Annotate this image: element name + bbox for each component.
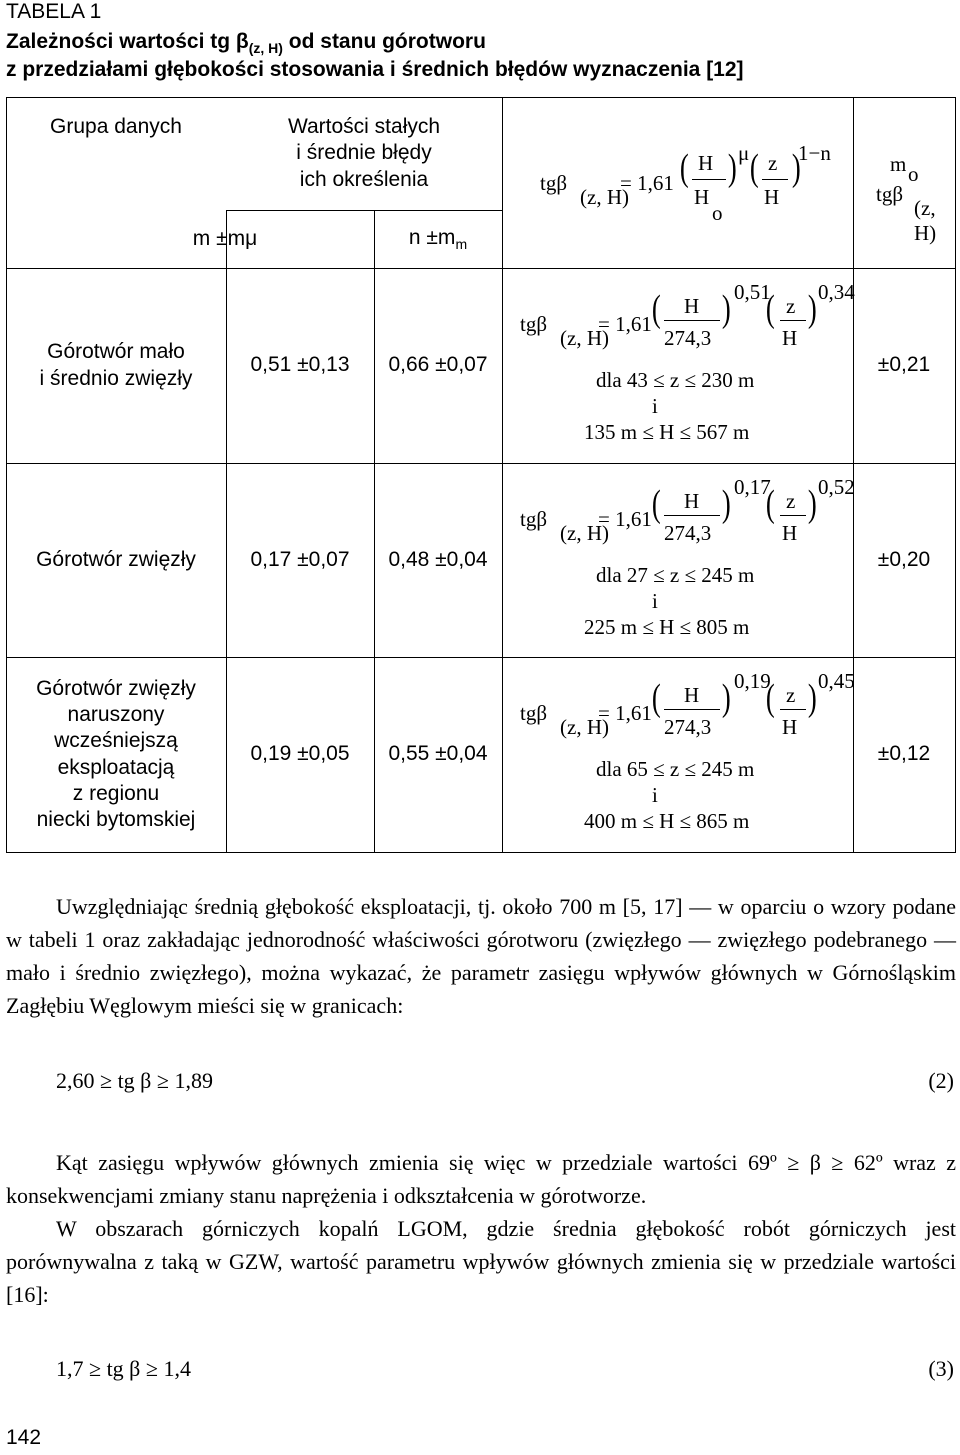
equation-3: 1,7 ≥ tg β ≥ 1,4 <box>56 1356 191 1381</box>
row3-formula: tgβ (z, H) = 1,61 ( H 274,3 ) 0,19 ( z H ) 0,45 dla 65 ≤ z ≤ 245 m i 400 m ≤ H ≤ 865 m <box>520 669 855 833</box>
row2-n: 0,48 ±0,04 <box>388 547 488 571</box>
row3-group: Górotwór zwięzły naruszony wcześniejszą eksploatacją z regionu niecki bytomskiej <box>36 676 196 831</box>
row2-group: Górotwór zwięzły <box>36 547 196 571</box>
header-n-col: $n \pm m_m$ <box>408 225 468 252</box>
paragraph-1: Uwzględniając średnią głębokość eksploatacji, tj. około 700 m [5, 17] — w oparciu o wzory podane w tabeli 1 oraz zakładając jednorodność właściwości górotworu (zwięzłego — zwięzłego podebranego — mało i średnio zwięzłego), można wykazać, że parametr zasięgu wpływów głównych w Górnośląskim Zagłębiu Węglowym mieści się w granicach: <box>6 894 956 1018</box>
page-number: 142 <box>6 1426 42 1449</box>
table-caption-line1: Zależności wartości tg $\beta_{(z, H)}$ od stanu górotworu <box>6 30 486 57</box>
equation-2: 2,60 ≥ tg β ≥ 1,89 <box>56 1068 213 1093</box>
paragraph-2: Kąt zasięgu wpływów głównych zmienia się więc w przedziale wartości 69º ≥ β ≥ 62º wraz z konsekwencjami zmiany stanu naprężenia i odkształcenia w górotworze. <box>6 1150 956 1208</box>
data-table <box>6 97 956 853</box>
header-m-col: m ±mμ <box>192 226 258 250</box>
header-formula: tgβ (z, H) = 1,61 ( H H o ) μ ( z H ) 1−n <box>540 141 831 225</box>
row1-n: 0,66 ±0,07 <box>388 353 488 377</box>
row1-m: 0,51 ±0,13 <box>250 353 350 377</box>
row3-error: ±0,12 <box>877 742 931 766</box>
row2-error: ±0,20 <box>877 547 931 571</box>
header-constants: Wartości stałych i średnie błędy ich określenia <box>287 115 441 191</box>
row3-m: 0,19 ±0,05 <box>250 742 350 766</box>
paragraph-3: W obszarach górniczych kopalń LGOM, gdzie średnia głębokość robót górniczych jest porównywalna z taką w GZW, wartość parametru wpływów głównych zmienia się w przedziale wartości [16]: <box>6 1216 956 1307</box>
equation-2-number: (2) <box>928 1068 954 1093</box>
equation-3-number: (3) <box>928 1356 954 1381</box>
row2-m: 0,17 ±0,07 <box>250 547 350 571</box>
table-caption-line2: z przedziałami głębokości stosowania i średnich błędów wyznaczenia [12] <box>6 58 744 81</box>
row2-formula: tgβ (z, H) = 1,61 ( H 274,3 ) 0,17 ( z H ) 0,52 dla 27 ≤ z ≤ 245 m i 225 m ≤ H ≤ 805 m <box>520 475 855 639</box>
row1-group: Górotwór mało i średnio zwięzły <box>39 340 193 390</box>
header-group: Grupa danych <box>50 114 182 138</box>
table-label: TABELA 1 <box>6 0 102 23</box>
row3-n: 0,55 ±0,04 <box>388 742 488 766</box>
row1-formula: tgβ (z, H) = 1,61 ( H 274,3 ) 0,51 ( z H ) 0,34 dla 43 ≤ z ≤ 230 m i 135 m ≤ H ≤ 567 m <box>520 280 855 444</box>
row1-error: ±0,21 <box>877 353 931 377</box>
header-m-o: m o tgβ (z, H) <box>876 152 937 245</box>
